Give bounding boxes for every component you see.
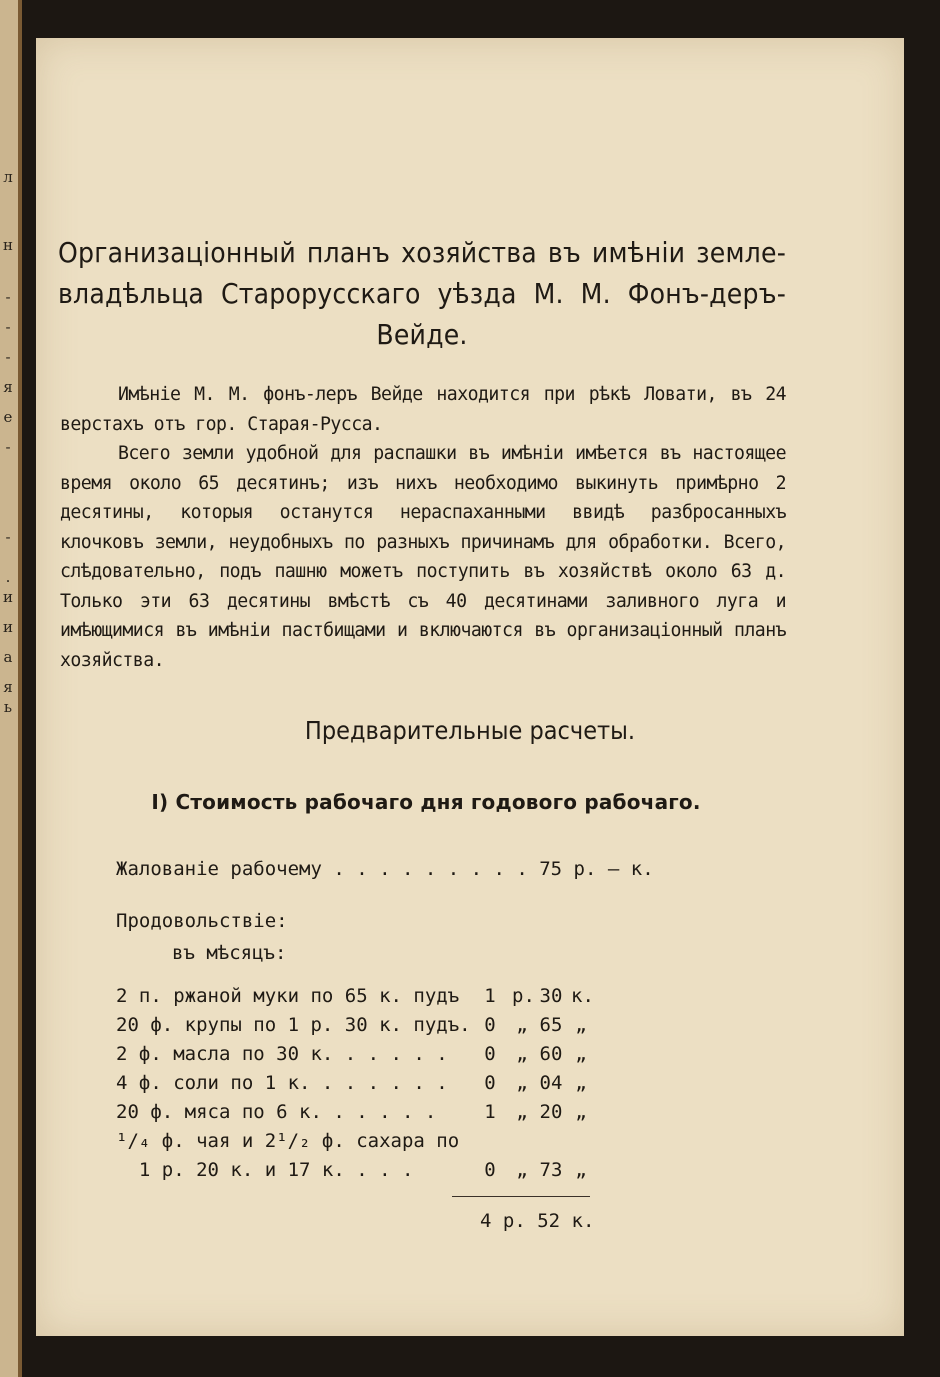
per-month-label: въ мѣсяцъ: xyxy=(172,942,287,964)
previous-page-glyph: а xyxy=(3,648,13,666)
table-row xyxy=(116,1159,596,1188)
item-ruble-unit: „ xyxy=(516,1014,528,1036)
item-kopecks: 04 xyxy=(539,1072,563,1094)
previous-page-glyph: - xyxy=(5,528,11,546)
previous-page-glyph: л xyxy=(3,168,13,186)
item-kopecks: 73 xyxy=(539,1159,563,1181)
previous-page-glyph: - xyxy=(5,288,11,306)
body-text xyxy=(60,380,786,675)
previous-page-glyph: е xyxy=(3,408,13,426)
table-row xyxy=(116,1130,596,1159)
item-kopeck-unit: „ xyxy=(575,1072,587,1094)
item-description: 1 р. 20 к. и 17 к. . . . xyxy=(116,1159,414,1181)
table-row xyxy=(116,985,596,1014)
table-row xyxy=(116,1072,596,1101)
item-rubles: 1 xyxy=(484,1101,496,1123)
paragraph-1: Имѣніе М. М. фонъ-леръ Вейде находится при рѣкѣ Ловати, въ 24 верстахъ отъ гор. Старая-Русса. xyxy=(60,384,786,435)
previous-page-glyph: - xyxy=(5,318,11,336)
item-rubles: 0 xyxy=(484,1043,496,1065)
item-kopeck-unit: к. xyxy=(571,985,594,1007)
sum-divider xyxy=(452,1196,590,1197)
item-kopeck-unit: „ xyxy=(575,1014,587,1036)
previous-page-glyph: - xyxy=(5,348,11,366)
provisions-table xyxy=(116,985,596,1188)
item-description: 20 ф. крупы по 1 р. 30 к. пудъ. xyxy=(116,1014,471,1036)
provisions-label: Продовольствіе: xyxy=(116,910,288,932)
table-row xyxy=(116,1043,596,1072)
document-heading xyxy=(58,232,786,355)
previous-page-glyph: я xyxy=(3,378,13,396)
total-sum: 4 р. 52 к. xyxy=(480,1210,595,1232)
item-rubles: 1 xyxy=(484,985,496,1007)
previous-page-edge xyxy=(0,0,22,1377)
heading-line-1: Организаціонный планъ хозяйства въ имѣніи земле- xyxy=(58,236,786,269)
previous-page-glyph: я xyxy=(3,678,13,696)
previous-page-glyph: и xyxy=(3,618,13,636)
item-kopecks: 30 xyxy=(539,985,563,1007)
item-kopecks: 60 xyxy=(539,1043,563,1065)
table-row xyxy=(116,1014,596,1043)
item-description: 2 п. ржаной муки по 65 к. пудъ xyxy=(116,985,460,1007)
heading-line-3: Вейде. xyxy=(376,318,468,351)
item-ruble-unit: „ xyxy=(516,1072,528,1094)
subsection-title: I) Стоимость рабочаго дня годового рабочаго. xyxy=(151,790,701,814)
item-ruble-unit: р. xyxy=(512,985,535,1007)
item-description: ¹/₄ ф. чая и 2¹/₂ ф. сахара по xyxy=(116,1130,460,1152)
item-kopeck-unit: „ xyxy=(575,1043,587,1065)
item-ruble-unit: „ xyxy=(516,1101,528,1123)
salary-line: Жалованіе рабочему . . . . . . . . . 75 р. — к. xyxy=(116,858,654,880)
item-kopecks: 20 xyxy=(539,1101,563,1123)
table-row xyxy=(116,1101,596,1130)
item-kopeck-unit: „ xyxy=(575,1101,587,1123)
item-rubles: 0 xyxy=(484,1159,496,1181)
previous-page-glyph: и xyxy=(3,588,13,606)
item-description: 2 ф. масла по 30 к. . . . . . xyxy=(116,1043,448,1065)
item-ruble-unit: „ xyxy=(516,1043,528,1065)
item-description: 20 ф. мяса по 6 к. . . . . . xyxy=(116,1101,437,1123)
previous-page-glyph: - xyxy=(5,438,11,456)
item-ruble-unit: „ xyxy=(516,1159,528,1181)
previous-page-glyph: н xyxy=(3,236,13,254)
item-rubles: 0 xyxy=(484,1072,496,1094)
previous-page-glyph: ь xyxy=(3,698,13,716)
page-gutter xyxy=(18,0,22,1377)
item-kopeck-unit: „ xyxy=(575,1159,587,1181)
item-kopecks: 65 xyxy=(539,1014,563,1036)
section-title: Предварительные расчеты. xyxy=(304,716,636,745)
heading-line-2: владѣльца Старорусскаго уѣзда М. М. Фонъ-деръ- xyxy=(58,277,786,310)
item-rubles: 0 xyxy=(484,1014,496,1036)
previous-page-glyph: . xyxy=(5,568,11,586)
paragraph-2: Всего земли удобной для распашки въ имѣніи имѣется въ настоящее время около 65 десятинъ; изъ нихъ необходимо выкинуть примѣрно 2 десятины, которыя останутся нераспаханными ввидѣ разбросанныхъ клочковъ земли, неудобныхъ по разныхъ причинамъ для обработки. Всего, слѣдовательно, подъ пашню можетъ поступить въ хозяйствѣ около 63 д. Только эти 63 десятины вмѣстѣ съ 40 десятинами заливного луга и имѣющимися въ имѣніи пастбищами и включаются въ организаціонный планъ хозяйства. xyxy=(60,443,786,671)
item-description: 4 ф. соли по 1 к. . . . . . . xyxy=(116,1072,448,1094)
